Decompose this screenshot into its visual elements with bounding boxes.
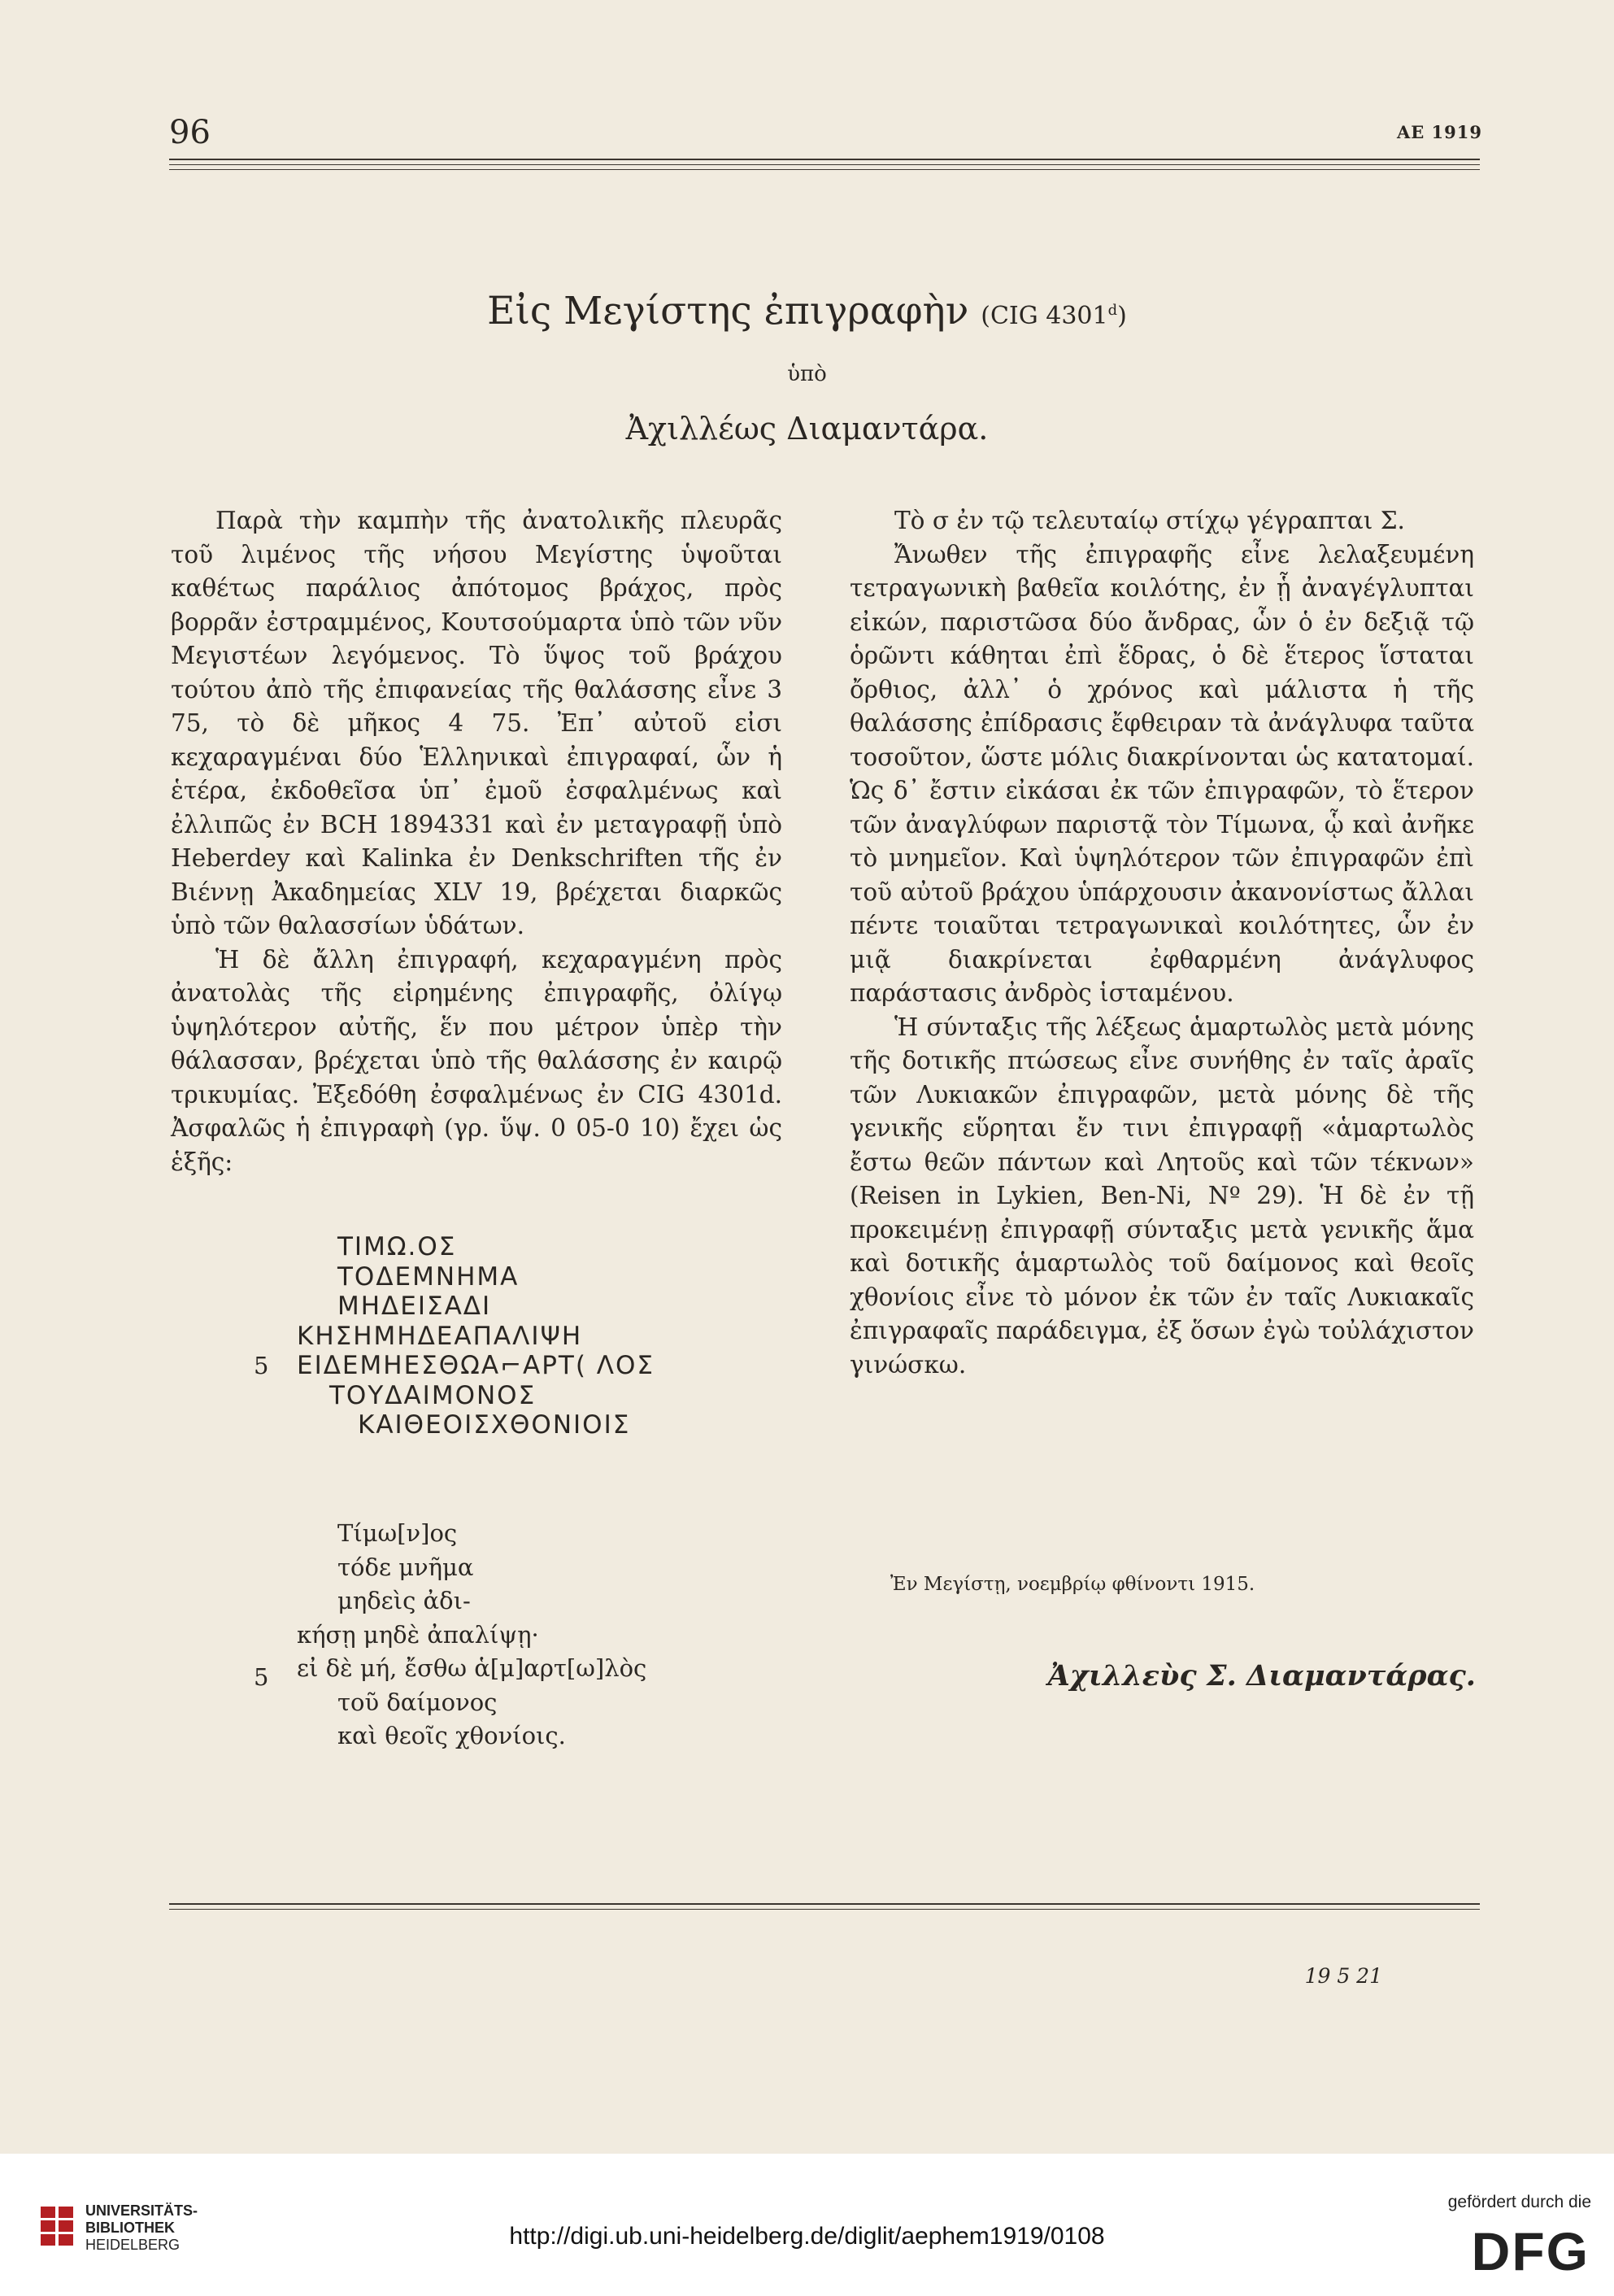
inscription-line: ΕΙΔΕΜΗΕΣΘΩΑ⌐ΑΡΤ( ΛΟΣ: [297, 1351, 655, 1380]
inscription-line: ΜΗΔΕΙΣΑΔΙ: [337, 1292, 492, 1321]
author-signature: Ἀχιλλεὺς Σ. Διαμαντάρας.: [1047, 1659, 1476, 1693]
inscription-line: ΚΗΣΗΜΗΔΕΑΠΑΛΙΨΗ: [297, 1321, 583, 1351]
transcription: [252, 1517, 646, 1754]
permalink-url[interactable]: http://digi.ub.uni-heidelberg.de/diglit/aephem1919/0108: [509, 2223, 1105, 2250]
transcription-line: Τίμω[ν]ος: [337, 1519, 458, 1547]
digitization-footer: [0, 2154, 1614, 2296]
inscription-line: ΚΑΙΘΕΟΙΣΧΘΟΝΙΟΙΣ: [358, 1410, 631, 1440]
page-number: 96: [169, 114, 211, 151]
title-main: Εἰς Μεγίστης ἐπιγραφὴν: [487, 289, 969, 333]
inscription-line: ΤΙΜΩ.ΟΣ: [337, 1232, 457, 1261]
author-name: Ἀχιλλέως Διαμαντάρα.: [625, 411, 989, 447]
paragraph: Ἄνωθεν τῆς ἐπιγραφῆς εἶνε λελαξευμένη τετραγωνικὴ βαθεῖα κοιλότης, ἐν ᾗ ἀναγέγλυπται εἰκών, παριστῶσα δύο ἄνδρας, ὧν ὁ ἐν δεξιᾷ τῷ ὁρῶντι κάθηται ἐπὶ ἕδρας, ὁ δὲ ἕτερος ἵσταται ὄρθιος, ἀλλ᾽ ὁ χρόνος καὶ μάλιστα ἡ τῆς θαλάσσης ἐπίδρασις ἔφθειραν τὰ ἀνάγλυφα ταῦτα τοσοῦτον, ὥστε μόλις διακρίνονται ὡς κατατομαί. Ὡς δ᾽ ἔστιν εἰκάσαι ἐκ τῶν ἐπιγραφῶν, τὸ ἕτερον τῶν ἀναγλύφων παριστᾷ τὸν Τίμωνα, ᾧ καὶ ἀνῆκε τὸ μνημεῖον. Καὶ ὑψηλότερον τῶν ἐπιγραφῶν ἐπὶ τοῦ αὐτοῦ βράχου ὑπάρχουσιν ἀκανονίστως ἄλλαι πέντε τοιαῦται τετραγωνικαὶ κοιλότητες, ὧν ἐν μιᾷ διακρίνεται ἐφθαρμένη ἀνάγλυφος παράστασις ἀνδρὸς ἱσταμένου.: [850, 540, 1474, 1007]
transcription-line: μηδεὶς ἀδι-: [337, 1587, 471, 1614]
place-date: Ἐν Μεγίστῃ, νοεμβρίῳ φθίνοντι 1915.: [890, 1574, 1255, 1595]
byline: ὑπὸ: [787, 362, 827, 386]
inscription-line: ΤΟΥΔΑΙΜΟΝΟΣ: [329, 1380, 537, 1410]
header-rule: [169, 159, 1480, 160]
inscription-line-number: 5: [254, 1352, 269, 1379]
footer-rule: [169, 1903, 1480, 1905]
paragraph: Παρὰ τὴν καμπὴν τῆς ἀνατολικῆς πλευρᾶς τοῦ λιμένος τῆς νήσου Μεγίστης ὑψοῦται καθέτως παράλιος ἀπότομος βράχος, πρὸς βορρᾶν ἐστραμμένος, Κουτσούμαρτα ὑπὸ τῶν νῦν Μεγιστέων λεγόμενος. Τὸ ὕψος τοῦ βράχου τούτου ἀπὸ τῆς ἐπιφανείας τῆς θαλάσσης εἶνε 3 75, τὸ δὲ μῆκος 4 75. Ἐπ᾽ αὐτοῦ εἰσι κεχαραγμέναι δύο Ἑλληνικαὶ ἐπιγραφαί, ὧν ἡ ἑτέρα, ἐκδοθεῖσα ὑπ᾽ ἐμοῦ ἐσφαλμένως καὶ ἐλλιπῶς ἐν BCH 1894331 καὶ ἐν μεταγραφῇ ὑπὸ Heberdey καὶ Kalinka ἐν Denkschriften τῆς ἐν Βιέννῃ Ἀκαδημείας XLV 19, βρέχεται διαρκῶς ὑπὸ τῶν θαλασσίων ὑδάτων.: [171, 507, 782, 939]
transcription-line: εἰ δὲ μή, ἔσθω ἁ[μ]αρτ[ω]λὸς: [297, 1654, 647, 1682]
journal-running-head: ΑΕ 1919: [1396, 122, 1482, 142]
sponsor-text: gefördert durch die: [1447, 2193, 1591, 2211]
title-cig: (CIG 4301$^d$): [981, 302, 1127, 330]
dfg-logo: DFG: [1471, 2221, 1590, 2281]
transcription-line: τοῦ δαίμονος: [337, 1688, 498, 1716]
right-column: [850, 504, 1474, 1382]
header-rule-thin-2: [169, 169, 1480, 170]
library-name: UNIVERSITÄTS- BIBLIOTHEK HEIDELBERG: [85, 2202, 198, 2253]
paragraph: Ἡ δὲ ἄλλη ἐπιγραφή, κεχαραγμένη πρὸς ἀνατολὰς τῆς εἰρημένης ἐπιγραφῆς, ὀλίγῳ ὑψηλότερον αὐτῆς, ἕν που μέτρον ὑπὲρ τὴν θάλασσαν, βρέχεται ὑπὸ τῆς θαλάσσης ἐν καιρῷ τρικυμίας. Ἐξεδόθη ἐσφαλμένως ἐν CIG 4301d. Ἀσφαλῶς ἡ ἐπιγραφὴ (γρ. ὕψ. 0 05-0 10) ἔχει ὡς ἑξῆς:: [171, 945, 782, 1176]
transcription-line: τόδε μνῆμα: [337, 1553, 474, 1581]
transcription-line: κήσῃ μηδὲ ἀπαλίψῃ·: [297, 1620, 539, 1649]
inscription-line: ΤΟΔΕΜΝΗΜΑ: [337, 1261, 520, 1292]
paragraph: Τὸ σ ἐν τῷ τελευταίῳ στίχῳ γέγραπται Σ.: [894, 507, 1405, 534]
header-rule-thin: [169, 164, 1480, 165]
left-column: [171, 504, 782, 1179]
transcription-line: καὶ θεοῖς χθονίοις.: [337, 1722, 566, 1749]
inscription-majuscule: [252, 1232, 655, 1440]
date-stamp: 19 5 21: [1304, 1964, 1382, 1988]
paragraph: Ἡ σύνταξις τῆς λέξεως ἁμαρτωλὸς μετὰ μόνης τῆς δοτικῆς πτώσεως εἶνε συνήθης ἐν ταῖς ἀραῖς τῶν Λυκιακῶν ἐπιγραφῶν, μετὰ μόνης δὲ τῆς γενικῆς εὕρηται ἔν τινι ἐπιγραφῇ «ἁμαρτωλὸς ἔστω θεῶν πάντων καὶ Λητοῦς καὶ τῶν τέκνων» (Reisen in Lykien, Ben-Ni, Nº 29). Ἡ δὲ ἐν τῇ προκειμένῃ ἐπιγραφῇ σύνταξις μετὰ γενικῆς ἅμα καὶ δοτικῆς ἁμαρτωλὸς τοῦ δαίμονος καὶ θεοῖς χθονίοις εἶνε τὸ μόνον ἐκ τῶν ἐν ταῖς Λυκιακαῖς ἐπιγραφαῖς παράδειγμα, ἐξ ὅσων ἐγὼ τοὐλάχιστον γινώσκω.: [850, 1013, 1474, 1379]
transcription-line-number: 5: [254, 1663, 269, 1691]
article-title: [0, 289, 1614, 333]
footer-rule-thin: [169, 1909, 1480, 1910]
